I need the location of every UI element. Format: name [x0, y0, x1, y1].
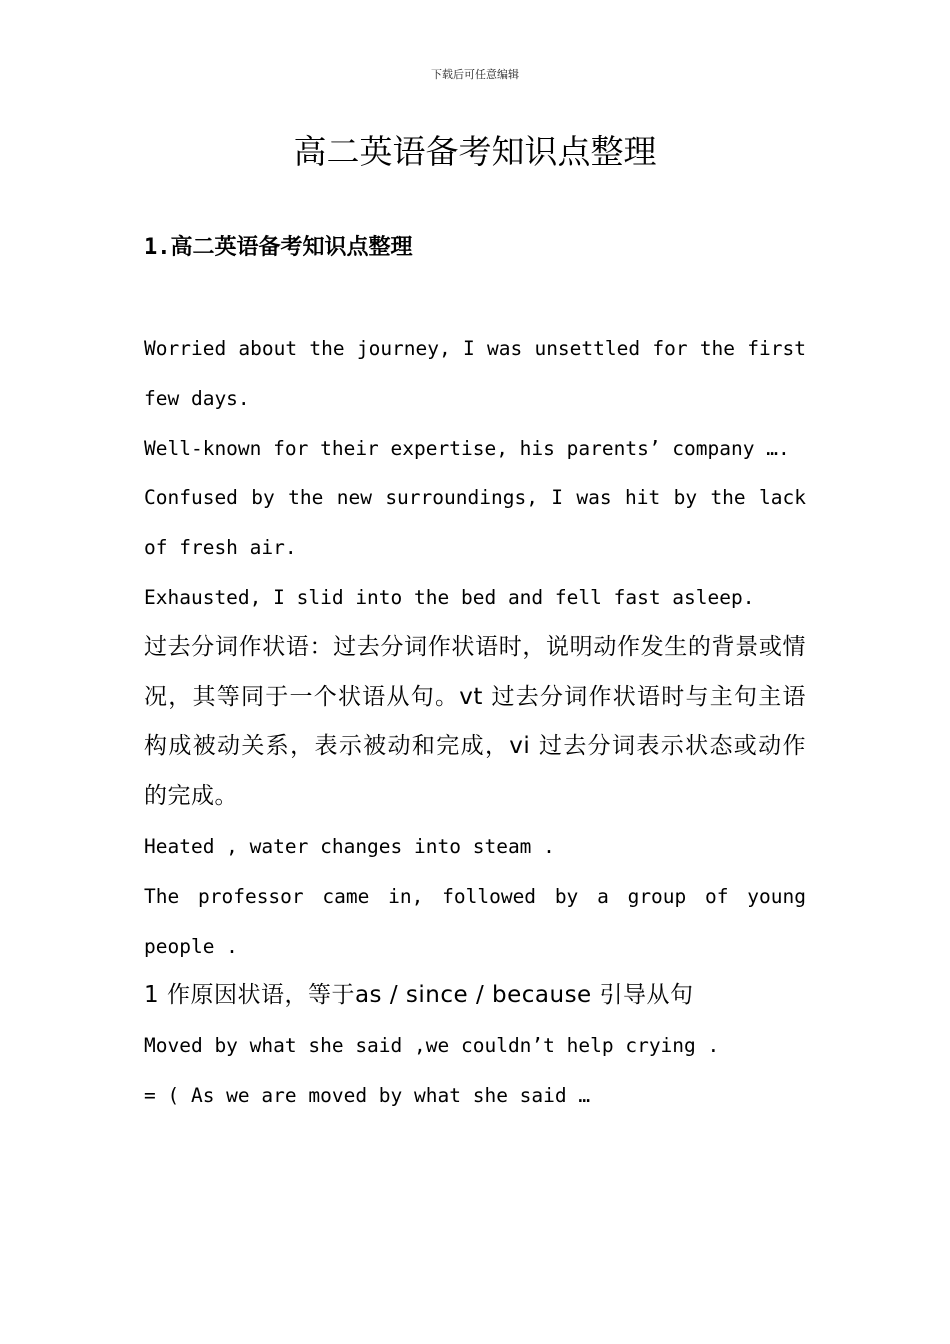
paragraph-example-moved: Moved by what she said ,we couldn’t help crying . — [144, 1034, 720, 1058]
header-note: 下载后可任意编辑 — [431, 68, 519, 81]
paragraph-example-equivalent: = ( As we are moved by what she said … — [144, 1083, 591, 1107]
paragraph-example-well-known: Well-known for their expertise, his parents’ company …. — [144, 436, 790, 460]
body-text — [144, 324, 806, 1121]
paragraph-example-worried: Worried about the journey, I was unsettled for the first few days. — [144, 337, 806, 410]
paragraph-example-professor: The professor came in, followed by a group of young people . — [144, 884, 806, 958]
paragraph-grammar-explanation: 过去分词作状语：过去分词作状语时，说明动作发生的背景或情况，其等同于一个状语从句。vt 过去分词作状语时与主句主语构成被动关系，表示被动和完成，vi 过去分词表示状态或动作的完成。 — [144, 633, 806, 810]
document-title: 高二英语备考知识点整理 — [293, 132, 657, 171]
paragraph-rule-cause-adverbial: 1 作原因状语，等于as / since / because 引导从句 — [144, 982, 694, 1009]
paragraph-example-exhausted: Exhausted, I slid into the bed and fell fast asleep. — [144, 585, 755, 609]
paragraph-example-heated: Heated , water changes into steam . — [144, 834, 555, 858]
paragraph-example-confused: Confused by the new surroundings, I was hit by the lack of fresh air. — [144, 486, 806, 560]
section-heading: 1.高二英语备考知识点整理 — [144, 235, 413, 260]
